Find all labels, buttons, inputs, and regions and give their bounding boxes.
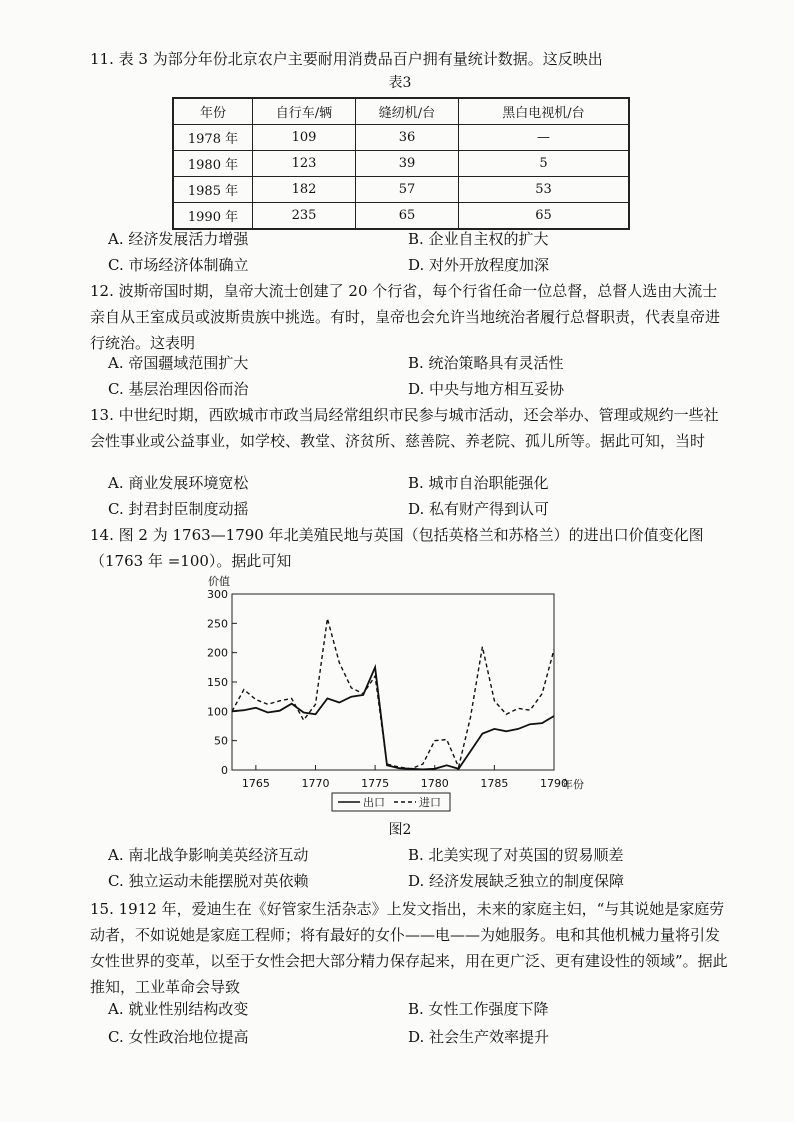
question-12 <box>90 278 730 356</box>
option-d[interactable]: D. 私有财产得到认可 <box>408 500 550 518</box>
y-tick-label: 250 <box>207 617 228 631</box>
table-header-row <box>173 98 629 125</box>
column-header: 缝纫机/台 <box>356 98 459 125</box>
option-c[interactable]: C. 独立运动未能摆脱对英依赖 <box>108 872 309 890</box>
table-cell: 1990 年 <box>173 203 253 230</box>
column-header: 年份 <box>173 98 253 125</box>
option-d[interactable]: D. 对外开放程度加深 <box>408 256 550 274</box>
option-a[interactable]: A. 南北战争影响美英经济互动 <box>108 846 309 864</box>
option-d[interactable]: D. 经济发展缺乏独立的制度保障 <box>408 872 625 890</box>
question-14 <box>90 522 730 574</box>
series-line-export <box>232 667 554 769</box>
table-caption: 表3 <box>388 75 412 91</box>
question-stem: 图 2 为 1763—1790 年北美殖民地与英国（包括英格兰和苏格兰）的进出口价值变化图（1763 年 =100）。据此可知 <box>90 526 704 570</box>
table-cell: 1985 年 <box>173 177 253 203</box>
option-a[interactable]: A. 就业性别结构改变 <box>108 1000 249 1018</box>
table-cell: 53 <box>459 177 630 203</box>
y-tick-label: 200 <box>207 646 228 660</box>
x-tick-label: 1785 <box>480 777 509 790</box>
table-row <box>173 203 629 230</box>
option-b[interactable]: B. 女性工作强度下降 <box>408 1000 549 1018</box>
table-cell: 123 <box>253 151 356 177</box>
option-c[interactable]: C. 女性政治地位提高 <box>108 1028 249 1046</box>
y-tick-label: 300 <box>207 588 228 601</box>
table-cell: 36 <box>356 125 459 151</box>
question-stem: 中世纪时期，西欧城市市政当局经常组织市民参与城市活动，还会举办、管理或规约一些社会性事业或公益事业，如学校、教堂、济贫所、慈善院、养老院、孤儿所等。据此可知，当时 <box>90 406 719 450</box>
import-export-chart <box>200 570 584 815</box>
table-cell: 235 <box>253 203 356 230</box>
option-d[interactable]: D. 中央与地方相互妥协 <box>408 380 565 398</box>
table-cell: 39 <box>356 151 459 177</box>
table-row <box>173 125 629 151</box>
plot-frame <box>232 594 554 770</box>
x-tick-label: 1770 <box>301 777 330 790</box>
option-b[interactable]: B. 北美实现了对英国的贸易顺差 <box>408 846 624 864</box>
y-tick-label: 100 <box>207 705 228 719</box>
option-a[interactable]: A. 商业发展环境宽松 <box>108 474 249 492</box>
option-c[interactable]: C. 市场经济体制确立 <box>108 256 249 274</box>
option-a[interactable]: A. 帝国疆域范围扩大 <box>108 354 249 372</box>
column-header: 自行车/辆 <box>253 98 356 125</box>
question-15 <box>90 896 730 1000</box>
y-axis-label: 价值 <box>208 575 230 588</box>
option-a[interactable]: A. 经济发展活力增强 <box>108 230 249 248</box>
question-number: 13. <box>90 406 114 424</box>
option-b[interactable]: B. 企业自主权的扩大 <box>408 230 549 248</box>
question-stem: 波斯帝国时期，皇帝大流士创建了 20 个行省，每个行省任命一位总督，总督人选由大流士亲自从王室成员或波斯贵族中挑选。有时，皇帝也会允许当地统治者履行总督职责，代表皇帝进行统治。这表明 <box>90 282 721 352</box>
table-row <box>173 177 629 203</box>
x-tick-label: 1775 <box>361 777 390 790</box>
column-header: 黑白电视机/台 <box>459 98 630 125</box>
series-line-import <box>232 619 554 769</box>
y-tick-label: 150 <box>207 676 228 689</box>
option-d[interactable]: D. 社会生产效率提升 <box>408 1028 550 1046</box>
data-table <box>172 97 630 230</box>
option-b[interactable]: B. 统治策略具有灵活性 <box>408 354 564 372</box>
option-b[interactable]: B. 城市自治职能强化 <box>408 474 549 492</box>
table-row <box>173 151 629 177</box>
question-number: 15. <box>90 900 114 918</box>
table-cell: 182 <box>253 177 356 203</box>
table-cell: 57 <box>356 177 459 203</box>
x-tick-label: 1790 <box>540 777 568 790</box>
question-stem: 表 3 为部分年份北京农户主要耐用消费品百户拥有量统计数据。这反映出 <box>118 50 603 68</box>
legend-label: 进口 <box>419 796 441 809</box>
table-cell: 65 <box>356 203 459 230</box>
question-13 <box>90 402 730 454</box>
table-cell: 1980 年 <box>173 151 253 177</box>
table-cell: 1978 年 <box>173 125 253 151</box>
option-c[interactable]: C. 基层治理因俗而治 <box>108 380 249 398</box>
table-cell: 109 <box>253 125 356 151</box>
x-tick-label: 1765 <box>241 777 270 790</box>
question-11 <box>90 46 730 72</box>
x-tick-label: 1780 <box>420 777 449 790</box>
legend-label: 出口 <box>363 796 385 809</box>
question-number: 12. <box>90 282 114 300</box>
figure-caption: 图2 <box>388 822 412 838</box>
table-cell: 65 <box>459 203 630 230</box>
y-tick-label: 50 <box>214 734 228 748</box>
question-number: 11. <box>90 50 114 68</box>
y-tick-label: 0 <box>221 764 228 777</box>
table-cell: — <box>459 125 630 151</box>
option-c[interactable]: C. 封君封臣制度动摇 <box>108 500 249 518</box>
question-number: 14. <box>90 526 114 544</box>
table-cell: 5 <box>459 151 630 177</box>
question-stem: 1912 年，爱迪生在《好管家生活杂志》上发文指出，未来的家庭主妇，“与其说她是家庭劳动者，不如说她是家庭工程师；将有最好的女仆——电——为她服务。电和其他机械力量将引发女性世界的变革，以至于女性会把大部分精力保存起来，用在更广泛、更有建设性的领域”。据此推知，工业革命会导致 <box>90 900 728 996</box>
chart-legend <box>332 793 450 811</box>
x-axis-label: 年份 <box>562 778 584 791</box>
